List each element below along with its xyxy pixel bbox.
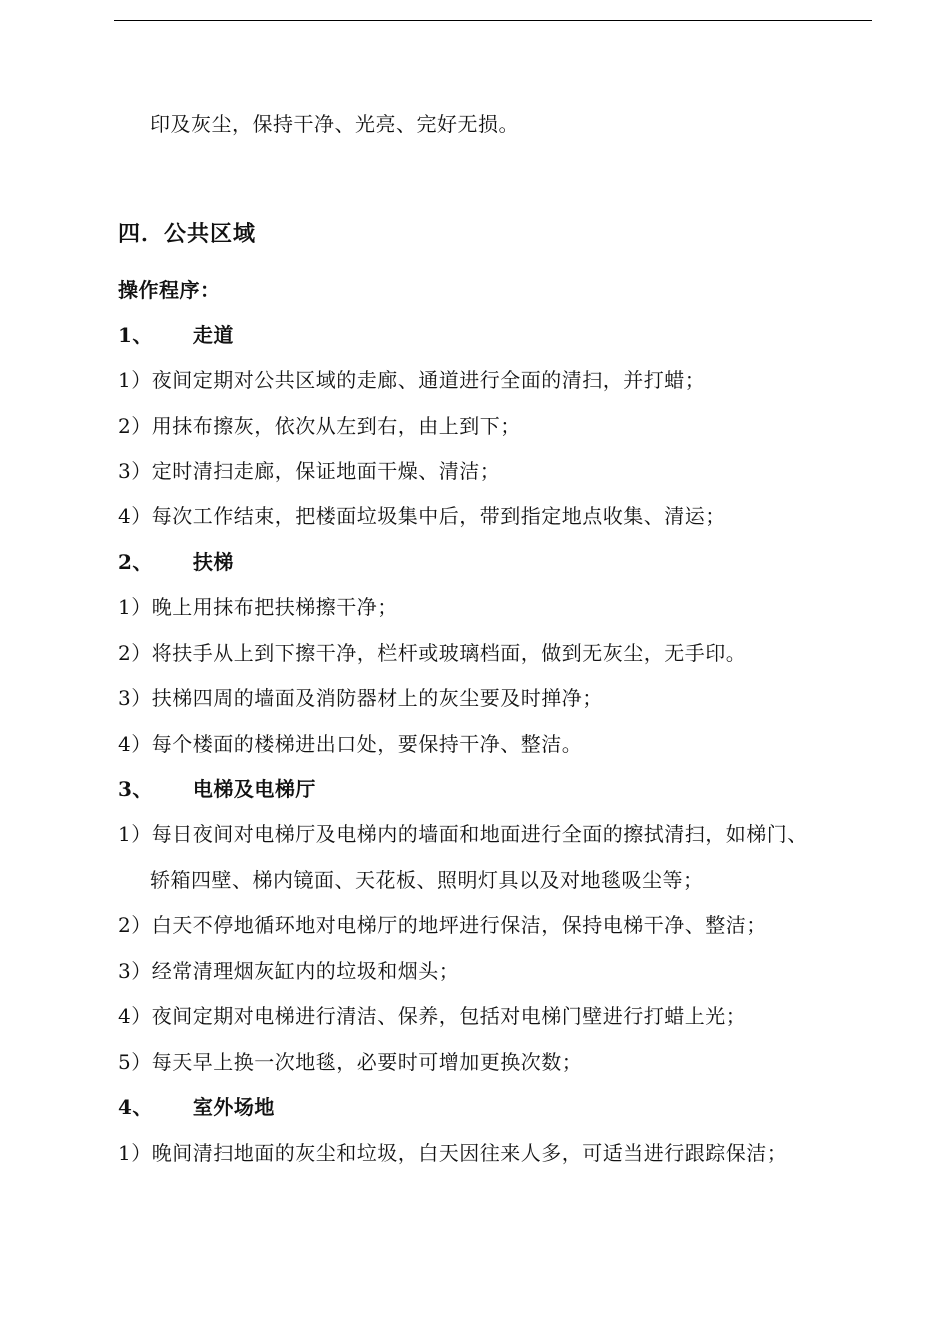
list-item: 1）每日夜间对电梯厅及电梯内的墙面和地面进行全面的擦拭清扫，如梯门、 (118, 822, 808, 846)
subsection-title: 扶梯 (192, 550, 234, 574)
header-rule (114, 20, 872, 21)
list-item: 2）将扶手从上到下擦干净，栏杆或玻璃档面，做到无灰尘，无手印。 (118, 641, 747, 665)
list-item-continuation: 轿箱四壁、梯内镜面、天花板、照明灯具以及对地毯吸尘等； (150, 868, 704, 892)
list-item: 3）定时清扫走廊，保证地面干燥、清洁； (118, 459, 501, 483)
section-title: 四．公共区域 (118, 221, 257, 247)
subsection-title: 走道 (192, 323, 234, 347)
list-item: 3）经常清理烟灰缸内的垃圾和烟头； (118, 959, 460, 983)
list-item: 1）晚间清扫地面的灰尘和垃圾，白天因往来人多，可适当进行跟踪保洁； (118, 1141, 788, 1165)
subsection-heading-outdoor (118, 1093, 275, 1121)
procedure-label: 操作程序： (118, 278, 221, 302)
subsection-number: 4、 (118, 1095, 153, 1119)
list-item: 3）扶梯四周的墙面及消防器材上的灰尘要及时掸净； (118, 686, 603, 710)
subsection-number: 1、 (118, 323, 153, 347)
subsection-number: 2、 (118, 550, 153, 574)
list-item: 4）夜间定期对电梯进行清洁、保养，包括对电梯门壁进行打蜡上光； (118, 1004, 747, 1028)
subsection-heading-elevator (118, 775, 316, 803)
list-item: 5）每天早上换一次地毯，必要时可增加更换次数； (118, 1050, 583, 1074)
subsection-number: 3、 (118, 777, 153, 801)
subsection-title: 电梯及电梯厅 (192, 777, 316, 801)
subsection-heading-corridor (118, 321, 234, 349)
list-item: 2）用抹布擦灰，依次从左到右，由上到下； (118, 414, 521, 438)
subsection-heading-escalator (118, 548, 234, 576)
list-item: 4）每个楼面的楼梯进出口处，要保持干净、整洁。 (118, 732, 583, 756)
list-item: 1）晚上用抹布把扶梯擦干净； (118, 595, 398, 619)
list-item: 2）白天不停地循环地对电梯厅的地坪进行保洁，保持电梯干净、整洁； (118, 913, 767, 937)
subsection-title: 室外场地 (192, 1095, 275, 1119)
continuation-text: 印及灰尘，保持干净、光亮、完好无损。 (150, 112, 519, 136)
list-item: 4）每次工作结束，把楼面垃圾集中后，带到指定地点收集、清运； (118, 504, 726, 528)
list-item: 1）夜间定期对公共区域的走廊、通道进行全面的清扫，并打蜡； (118, 368, 706, 392)
